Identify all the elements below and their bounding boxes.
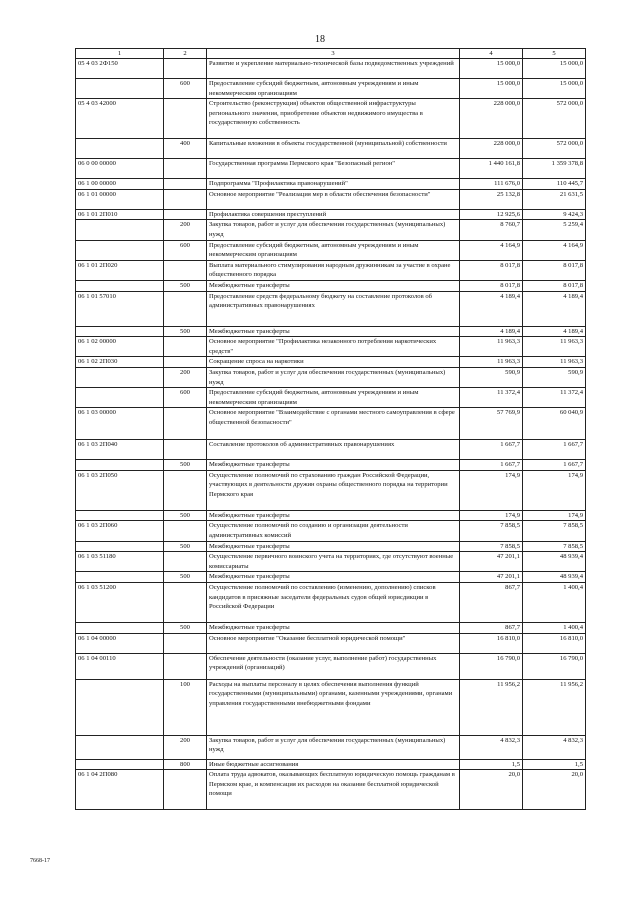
amount-year1-cell: 590,9 [460, 367, 523, 387]
expense-type-cell: 500 [164, 326, 207, 337]
header-cell-col5: 5 [523, 49, 586, 59]
table-row [76, 552, 586, 572]
amount-year1-cell: 11 372,4 [460, 388, 523, 408]
table-row [76, 510, 586, 521]
code-cell [76, 280, 164, 291]
description-cell: Составление протоколов об административных правонарушениях [207, 440, 460, 460]
code-cell [76, 460, 164, 471]
budget-table [75, 48, 586, 810]
code-cell: 06 1 03 2П040 [76, 440, 164, 460]
table-row [76, 408, 586, 440]
code-cell: 06 1 04 2П080 [76, 770, 164, 810]
page-number: 18 [315, 34, 325, 45]
amount-year2-cell: 48 939,4 [523, 552, 586, 572]
amount-year1-cell: 8 760,7 [460, 220, 523, 240]
header-cell-col2: 2 [164, 49, 207, 59]
amount-year1-cell: 228 000,0 [460, 139, 523, 159]
amount-year1-cell: 12 925,6 [460, 209, 523, 220]
amount-year1-cell: 4 164,9 [460, 240, 523, 260]
amount-year1-cell: 11 963,3 [460, 357, 523, 368]
expense-type-cell [164, 291, 207, 326]
code-cell: 06 1 02 00000 [76, 337, 164, 357]
description-cell: Межбюджетные трансферты [207, 280, 460, 291]
table-row [76, 59, 586, 79]
description-cell: Закупка товаров, работ и услуг для обеспечения государственных (муниципальных) нужд [207, 735, 460, 759]
expense-type-cell [164, 357, 207, 368]
code-cell: 06 1 01 2П010 [76, 209, 164, 220]
expense-type-cell [164, 59, 207, 79]
expense-type-cell [164, 633, 207, 653]
description-cell: Развитие и укрепление материально-технической базы подведомственных учреждений [207, 59, 460, 79]
table-row [76, 209, 586, 220]
amount-year2-cell: 4 189,4 [523, 326, 586, 337]
amount-year2-cell: 8 017,8 [523, 260, 586, 280]
amount-year2-cell: 8 017,8 [523, 280, 586, 291]
table-body [76, 59, 586, 810]
amount-year2-cell: 15 000,0 [523, 59, 586, 79]
description-cell: Подпрограмма "Профилактика правонарушений" [207, 179, 460, 190]
amount-year2-cell: 174,9 [523, 470, 586, 510]
expense-type-cell [164, 260, 207, 280]
table-row [76, 367, 586, 387]
expense-type-cell: 200 [164, 735, 207, 759]
amount-year1-cell: 4 189,4 [460, 291, 523, 326]
description-cell: Межбюджетные трансферты [207, 460, 460, 471]
amount-year2-cell: 7 858,5 [523, 521, 586, 541]
amount-year1-cell: 174,9 [460, 510, 523, 521]
table-row [76, 653, 586, 679]
amount-year2-cell: 1 400,4 [523, 583, 586, 623]
description-cell: Предоставление субсидий бюджетным, автономным учреждениям и иным некоммерческим организациям [207, 240, 460, 260]
code-cell [76, 139, 164, 159]
description-cell: Осуществление полномочий по составлению (изменению, дополнению) списков кандидатов в присяжные заседатели федеральных судов общей юрисдикции в Российской Федерации [207, 583, 460, 623]
table-row [76, 240, 586, 260]
description-cell: Межбюджетные трансферты [207, 326, 460, 337]
amount-year1-cell: 4 832,3 [460, 735, 523, 759]
expense-type-cell: 500 [164, 460, 207, 471]
table-row [76, 440, 586, 460]
amount-year2-cell: 4 832,3 [523, 735, 586, 759]
expense-type-cell: 500 [164, 572, 207, 583]
amount-year2-cell: 4 189,4 [523, 291, 586, 326]
amount-year2-cell: 1 359 378,8 [523, 159, 586, 179]
table-row [76, 220, 586, 240]
code-cell: 06 1 03 2П050 [76, 470, 164, 510]
amount-year2-cell: 11 963,3 [523, 337, 586, 357]
amount-year2-cell: 9 424,3 [523, 209, 586, 220]
description-cell: Предоставление средств федеральному бюджету на составление протоколов об административных правонарушениях [207, 291, 460, 326]
description-cell: Закупка товаров, работ и услуг для обеспечения государственных (муниципальных) нужд [207, 220, 460, 240]
amount-year1-cell: 47 201,1 [460, 572, 523, 583]
description-cell: Расходы на выплаты персоналу в целях обеспечения выполнения функций государственными (муниципальными) органами, казенными учреждениями, органами управления государственными внебюджетными фондами [207, 679, 460, 735]
table-row [76, 735, 586, 759]
amount-year1-cell: 8 017,8 [460, 280, 523, 291]
code-cell [76, 572, 164, 583]
amount-year2-cell: 5 259,4 [523, 220, 586, 240]
table-row [76, 159, 586, 179]
amount-year1-cell: 867,7 [460, 583, 523, 623]
amount-year2-cell: 110 445,7 [523, 179, 586, 190]
code-cell [76, 759, 164, 770]
code-cell: 06 1 03 00000 [76, 408, 164, 440]
expense-type-cell [164, 99, 207, 139]
code-cell: 06 0 00 00000 [76, 159, 164, 179]
document-code: 7668-17 [30, 858, 50, 864]
description-cell: Обеспечение деятельности (оказание услуг, выполнение работ) государственных учреждений (организаций) [207, 653, 460, 679]
amount-year1-cell: 11 956,2 [460, 679, 523, 735]
amount-year1-cell: 8 017,8 [460, 260, 523, 280]
amount-year2-cell: 1,5 [523, 759, 586, 770]
expense-type-cell: 500 [164, 541, 207, 552]
amount-year1-cell: 16 810,0 [460, 633, 523, 653]
table-row [76, 291, 586, 326]
table-row [76, 99, 586, 139]
amount-year2-cell: 572 000,0 [523, 139, 586, 159]
description-cell: Оплата труда адвокатов, оказывающих бесплатную юридическую помощь гражданам в Пермском крае, и компенсация их расходов на оказание бесплатной юридической помощи [207, 770, 460, 810]
code-cell [76, 326, 164, 337]
table-row [76, 326, 586, 337]
code-cell [76, 541, 164, 552]
expense-type-cell: 600 [164, 79, 207, 99]
amount-year2-cell: 16 790,0 [523, 653, 586, 679]
amount-year1-cell: 1 667,7 [460, 460, 523, 471]
description-cell: Осуществление первичного воинского учета на территориях, где отсутствуют военные комиссариаты [207, 552, 460, 572]
description-cell: Сокращение спроса на наркотики [207, 357, 460, 368]
code-cell: 05 4 03 42000 [76, 99, 164, 139]
amount-year2-cell: 60 040,9 [523, 408, 586, 440]
code-cell: 06 1 04 00110 [76, 653, 164, 679]
expense-type-cell: 200 [164, 220, 207, 240]
amount-year1-cell: 1 440 161,8 [460, 159, 523, 179]
amount-year1-cell: 11 963,3 [460, 337, 523, 357]
expense-type-cell [164, 189, 207, 209]
amount-year2-cell: 4 164,9 [523, 240, 586, 260]
header-row [76, 49, 586, 59]
description-cell: Предоставление субсидий бюджетным, автономным учреждениям и иным некоммерческим организациям [207, 388, 460, 408]
amount-year2-cell: 11 956,2 [523, 679, 586, 735]
amount-year2-cell: 15 000,0 [523, 79, 586, 99]
table-row [76, 470, 586, 510]
expense-type-cell: 500 [164, 623, 207, 634]
code-cell [76, 623, 164, 634]
expense-type-cell: 600 [164, 240, 207, 260]
description-cell: Основное мероприятие "Реализация мер в области обеспечения безопасности" [207, 189, 460, 209]
description-cell: Межбюджетные трансферты [207, 541, 460, 552]
code-cell: 06 1 01 2П020 [76, 260, 164, 280]
table-row [76, 623, 586, 634]
description-cell: Иные бюджетные ассигнования [207, 759, 460, 770]
table-row [76, 759, 586, 770]
code-cell: 06 1 03 51200 [76, 583, 164, 623]
amount-year2-cell: 11 372,4 [523, 388, 586, 408]
code-cell [76, 735, 164, 759]
amount-year1-cell: 20,0 [460, 770, 523, 810]
code-cell [76, 367, 164, 387]
description-cell: Государственная программа Пермского края "Безопасный регион" [207, 159, 460, 179]
table-row [76, 388, 586, 408]
description-cell: Межбюджетные трансферты [207, 510, 460, 521]
amount-year1-cell: 57 769,9 [460, 408, 523, 440]
expense-type-cell [164, 440, 207, 460]
expense-type-cell: 500 [164, 280, 207, 291]
amount-year2-cell: 16 810,0 [523, 633, 586, 653]
expense-type-cell [164, 337, 207, 357]
code-cell [76, 240, 164, 260]
table-row [76, 583, 586, 623]
expense-type-cell: 800 [164, 759, 207, 770]
code-cell: 06 1 01 00000 [76, 189, 164, 209]
table-row [76, 179, 586, 190]
expense-type-cell [164, 653, 207, 679]
amount-year2-cell: 572 000,0 [523, 99, 586, 139]
amount-year1-cell: 25 132,8 [460, 189, 523, 209]
description-cell: Строительство (реконструкция) объектов общественной инфраструктуры регионального значения, приобретение объектов недвижимого имущества в государственную собственность [207, 99, 460, 139]
amount-year2-cell: 1 400,4 [523, 623, 586, 634]
header-cell-col4: 4 [460, 49, 523, 59]
code-cell: 06 1 02 2П030 [76, 357, 164, 368]
expense-type-cell [164, 179, 207, 190]
code-cell [76, 679, 164, 735]
table-row [76, 189, 586, 209]
description-cell: Основное мероприятие "Профилактика незаконного потребления наркотических средств" [207, 337, 460, 357]
description-cell: Осуществление полномочий по страхованию граждан Российской Федерации, участвующих в деятельности дружин охраны общественного порядка на территории Пермского края [207, 470, 460, 510]
table-row [76, 633, 586, 653]
expense-type-cell: 100 [164, 679, 207, 735]
amount-year2-cell: 48 939,4 [523, 572, 586, 583]
table-row [76, 460, 586, 471]
amount-year1-cell: 1,5 [460, 759, 523, 770]
expense-type-cell [164, 583, 207, 623]
amount-year2-cell: 174,9 [523, 510, 586, 521]
expense-type-cell: 200 [164, 367, 207, 387]
table-row [76, 260, 586, 280]
table-row [76, 521, 586, 541]
expense-type-cell [164, 521, 207, 541]
amount-year1-cell: 47 201,1 [460, 552, 523, 572]
code-cell: 06 1 04 00000 [76, 633, 164, 653]
description-cell: Осуществление полномочий по созданию и организации деятельности административных комиссий [207, 521, 460, 541]
amount-year1-cell: 16 790,0 [460, 653, 523, 679]
table-row [76, 357, 586, 368]
code-cell [76, 388, 164, 408]
expense-type-cell [164, 552, 207, 572]
table-row [76, 337, 586, 357]
expense-type-cell: 400 [164, 139, 207, 159]
expense-type-cell: 500 [164, 510, 207, 521]
description-cell: Основное мероприятие "Взаимодействие с органами местного самоуправления в сфере общественной безопасности" [207, 408, 460, 440]
amount-year2-cell: 1 667,7 [523, 440, 586, 460]
header-cell-col1: 1 [76, 49, 164, 59]
table-row [76, 770, 586, 810]
table-row [76, 280, 586, 291]
amount-year1-cell: 228 000,0 [460, 99, 523, 139]
amount-year2-cell: 590,9 [523, 367, 586, 387]
description-cell: Выплата материального стимулирования народным дружинникам за участие в охране общественного порядка [207, 260, 460, 280]
amount-year1-cell: 7 858,5 [460, 521, 523, 541]
table-row [76, 79, 586, 99]
amount-year1-cell: 15 000,0 [460, 79, 523, 99]
table-row [76, 541, 586, 552]
amount-year2-cell: 7 858,5 [523, 541, 586, 552]
amount-year1-cell: 15 000,0 [460, 59, 523, 79]
amount-year1-cell: 111 676,0 [460, 179, 523, 190]
amount-year2-cell: 21 631,5 [523, 189, 586, 209]
code-cell: 06 1 01 57010 [76, 291, 164, 326]
description-cell: Предоставление субсидий бюджетным, автономным учреждениям и иным некоммерческим организациям [207, 79, 460, 99]
code-cell: 06 1 00 00000 [76, 179, 164, 190]
expense-type-cell [164, 159, 207, 179]
header-cell-col3: 3 [207, 49, 460, 59]
description-cell: Основное мероприятие "Оказание бесплатной юридической помощи" [207, 633, 460, 653]
table-row [76, 139, 586, 159]
code-cell: 06 1 03 2П060 [76, 521, 164, 541]
amount-year1-cell: 174,9 [460, 470, 523, 510]
description-cell: Межбюджетные трансферты [207, 623, 460, 634]
amount-year1-cell: 867,7 [460, 623, 523, 634]
table-row [76, 572, 586, 583]
description-cell: Закупка товаров, работ и услуг для обеспечения государственных (муниципальных) нужд [207, 367, 460, 387]
expense-type-cell [164, 209, 207, 220]
code-cell [76, 79, 164, 99]
description-cell: Капитальные вложения в объекты государственной (муниципальной) собственности [207, 139, 460, 159]
amount-year2-cell: 1 667,7 [523, 460, 586, 471]
expense-type-cell [164, 470, 207, 510]
amount-year2-cell: 11 963,3 [523, 357, 586, 368]
code-cell: 05 4 03 2Ф150 [76, 59, 164, 79]
code-cell: 06 1 03 51180 [76, 552, 164, 572]
description-cell: Профилактика совершения преступлений [207, 209, 460, 220]
description-cell: Межбюджетные трансферты [207, 572, 460, 583]
amount-year2-cell: 20,0 [523, 770, 586, 810]
expense-type-cell [164, 770, 207, 810]
expense-type-cell: 600 [164, 388, 207, 408]
code-cell [76, 220, 164, 240]
amount-year1-cell: 7 858,5 [460, 541, 523, 552]
amount-year1-cell: 1 667,7 [460, 440, 523, 460]
table-row [76, 679, 586, 735]
amount-year1-cell: 4 189,4 [460, 326, 523, 337]
code-cell [76, 510, 164, 521]
expense-type-cell [164, 408, 207, 440]
